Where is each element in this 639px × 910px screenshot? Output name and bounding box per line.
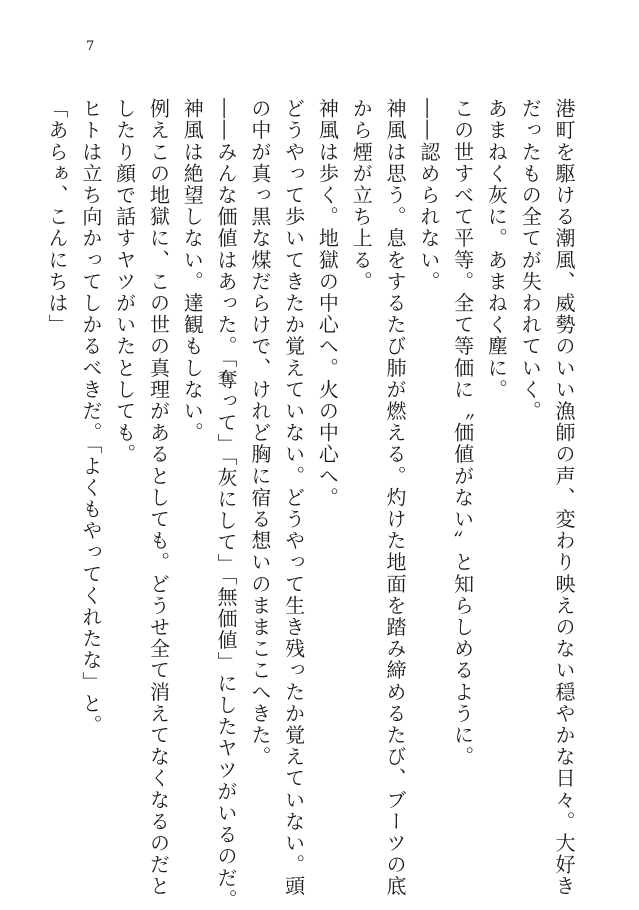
text-line: だったもの全てが失われていく。 bbox=[518, 98, 543, 422]
text-line: 「あらぁ、こんにちは」 bbox=[45, 98, 70, 336]
text-line: 神風は思う。息をするたび肺が燃える。灼けた地面を踏み締めるたび、ブーツの底 bbox=[383, 98, 408, 898]
text-line: 港町を駆ける潮風、威勢のいい漁師の声、変わり映えのない穏やかな日々。大好き bbox=[552, 98, 576, 898]
novel-text-block bbox=[45, 98, 580, 910]
text-line: 神風は絶望しない。達観もしない。 bbox=[180, 98, 205, 444]
text-line: この世すべて平等。全て等価に〝価値がない〟と知らしめるように。 bbox=[450, 98, 475, 768]
text-line: ――みんな価値はあった。「奪って」「灰にして」「無価値」にしたヤツがいるのだ。 bbox=[214, 98, 239, 910]
text-line: ヒトは立ち向かってしかるべきだ。「よくもやってくれたな」と。 bbox=[78, 98, 103, 736]
text-line: 神風は歩く。地獄の中心へ。火の中心へ。 bbox=[315, 98, 340, 509]
page-number: 7 bbox=[86, 39, 95, 54]
text-line: から煙が立ち上る。 bbox=[349, 98, 374, 293]
text-line: ――認められない。 bbox=[416, 98, 441, 293]
text-line: どうやって歩いてきたか覚えていない。どうやって生き残ったか覚えていない。頭 bbox=[281, 98, 306, 898]
text-line: あまねく灰に。あまねく塵に。 bbox=[484, 98, 509, 401]
text-line: したり顔で話すヤツがいたとしても。 bbox=[112, 98, 137, 466]
text-line: 例えこの地獄に、この世の真理があるとしても。どうせ全て消えてなくなるのだと bbox=[146, 98, 171, 898]
text-line: の中が真っ黒な煤だらけで、けれど胸に宿る想いのままここへきた。 bbox=[247, 98, 272, 768]
